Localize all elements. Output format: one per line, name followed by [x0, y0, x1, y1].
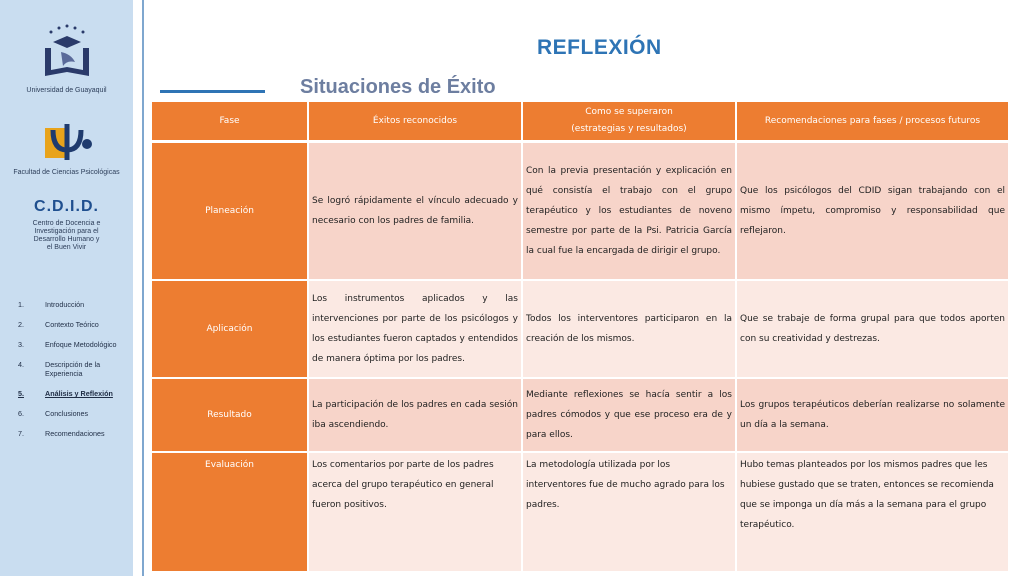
nav-item-contexto[interactable]: 2. Contexto Teórico: [18, 320, 99, 329]
table-row: [152, 142, 1009, 280]
reflection-table: [152, 102, 1010, 573]
cdid-name: Centro de Docencia e Investigación para el Desarrollo Humano y el Buen Vivir: [32, 220, 101, 251]
header-fase: Fase: [152, 102, 308, 142]
university-logo: [0, 22, 133, 95]
faculty-name: Facultad de Ciencias Psicológicas: [13, 169, 120, 176]
cell-exitos: Los comentarios por parte de los padres acerca del grupo terapéutico en general fueron positivos.: [308, 452, 522, 572]
header-exitos: Éxitos reconocidos: [308, 102, 522, 142]
cell-como: Con la previa presentación y explicación en qué consistía el trabajo con el grupo terapéutico y los estudiantes de noveno semestre por parte de la Psi. Patricia García la cual fue la encargada de dirigir el grupo.: [522, 142, 736, 280]
cell-recomendaciones: Que se trabaje de forma grupal para que todos aporten con su creatividad y destrezas.: [736, 280, 1009, 378]
faculty-logo: [0, 120, 133, 177]
table-row: [152, 452, 1009, 572]
nav-item-recomendaciones[interactable]: 7. Recomendaciones: [18, 429, 105, 438]
cdid-logo: [0, 198, 133, 252]
university-crest-icon: [37, 22, 97, 82]
sidebar-divider: [133, 0, 144, 576]
header-como: Como se superaron (estrategias y resultados): [522, 102, 736, 142]
table-row: [152, 378, 1009, 452]
table-row: [152, 280, 1009, 378]
cell-fase: Aplicación: [152, 280, 308, 378]
nav-item-analisis[interactable]: 5. Análisis y Reflexión: [18, 389, 113, 398]
cell-como: La metodología utilizada por los interventores fue de mucho agrado para los padres.: [522, 452, 736, 572]
cell-exitos: Los instrumentos aplicados y las intervenciones por parte de los psicólogos y los estudiantes fueron captados y entendidos de manera óptima por los padres.: [308, 280, 522, 378]
cell-como: Todos los interventores participaron en la creación de los mismos.: [522, 280, 736, 378]
cell-recomendaciones: Hubo temas planteados por los mismos padres que les hubiese gustado que se traten, entonces se recomienda que se imponga un día más a la semana para el grupo terapéutico.: [736, 452, 1009, 572]
cell-recomendaciones: Que los psicólogos del CDID sigan trabajando con el mismo ímpetu, compromiso y responsabilidad que reflejaron.: [736, 142, 1009, 280]
nav-item-conclusiones[interactable]: 6. Conclusiones: [18, 409, 89, 418]
page-subtitle: Situaciones de Éxito: [300, 76, 496, 98]
nav-item-enfoque[interactable]: 3. Enfoque Metodológico: [18, 340, 117, 349]
university-name: Universidad de Guayaquil: [26, 87, 107, 94]
section-nav: [18, 300, 128, 449]
sidebar: [0, 0, 133, 576]
nav-item-descripcion[interactable]: 4. Descripción de la Experiencia: [18, 360, 101, 378]
table-header-row: [152, 102, 1009, 142]
faculty-psi-icon: [39, 120, 95, 164]
cell-exitos: Se logró rápidamente el vínculo adecuado y necesario con los padres de familia.: [308, 142, 522, 280]
cell-como: Mediante reflexiones se hacía sentir a los padres cómodos y que ese proceso era de y para ellos.: [522, 378, 736, 452]
cell-fase: Planeación: [152, 142, 308, 280]
subtitle-underline: [160, 90, 265, 93]
cell-exitos: La participación de los padres en cada sesión iba ascendiendo.: [308, 378, 522, 452]
cdid-logo-text: C.D.I.D.: [34, 198, 99, 215]
cell-fase: Evaluación: [152, 452, 308, 572]
header-recomendaciones: Recomendaciones para fases / procesos futuros: [736, 102, 1009, 142]
cell-fase: Resultado: [152, 378, 308, 452]
nav-item-introduccion[interactable]: 1. Introducción: [18, 300, 85, 309]
page-title: REFLEXIÓN: [537, 36, 662, 59]
cell-recomendaciones: Los grupos terapéuticos deberían realizarse no solamente un día a la semana.: [736, 378, 1009, 452]
